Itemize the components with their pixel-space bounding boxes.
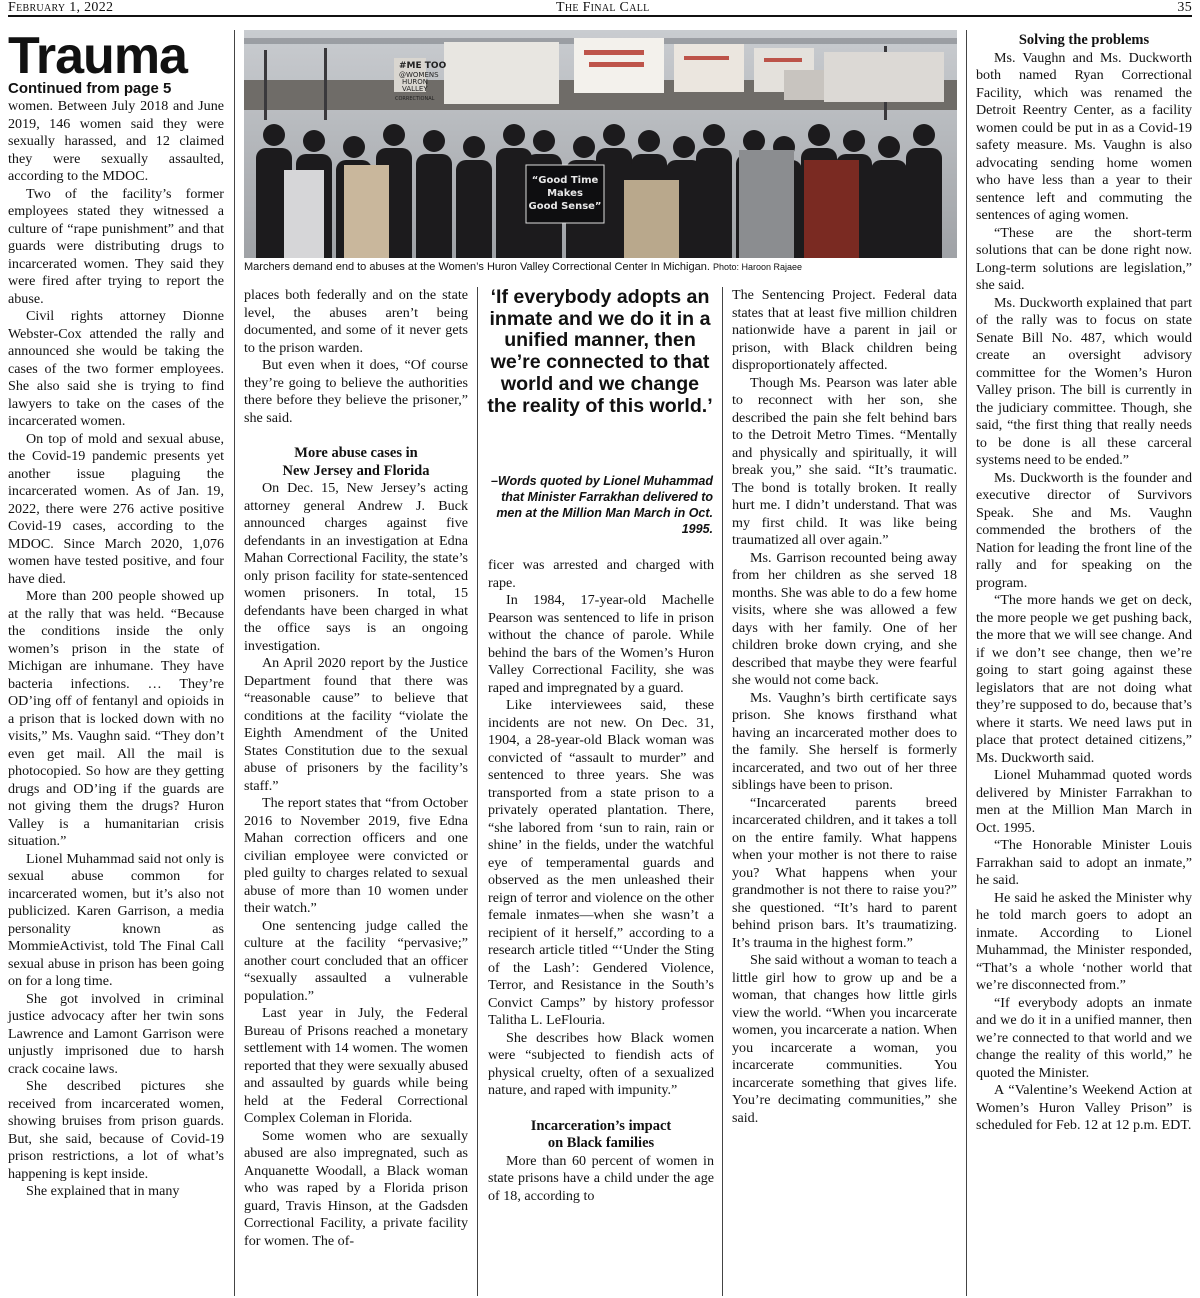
marcher-head [638, 130, 660, 152]
marcher-body [906, 148, 942, 258]
marcher-head [503, 124, 525, 146]
sign-me-too-line1: #ME TOO [399, 61, 447, 71]
paragraph: ficer was arrested and charged with rape. [488, 557, 714, 591]
marcher-head [603, 124, 625, 146]
subhead-nj-florida-line2: New Jersey and Florida [282, 462, 430, 479]
page-number: 35 [1177, 0, 1192, 15]
column-2-top-paragraphs [244, 287, 468, 427]
rally-photo [244, 30, 957, 258]
paragraph: Ms. Duckworth is the founder and executive director of Survivors Speak. She and Ms. Vaughn commended the brothers of the Nation for leading the front line of the rally and for speaking on the program. [976, 469, 1192, 591]
continued-from-label: Continued from page 5 [8, 80, 172, 97]
paragraph: “These are the short-term solutions that can be done right now. Long-term solutions are legislation,” she said. [976, 224, 1192, 293]
paragraph: On top of mold and sexual abuse, the Covid-19 pandemic presents yet another issue plaguing the incarcerated women. As of Jan. 19, 2022, there were 276 active positive Covid-19 cases, according to the MDOC. Since March 2020, 1,076 women have tested positive, and four have died. [8, 430, 224, 587]
marcher-head [913, 124, 935, 146]
marcher-body [871, 160, 907, 258]
paragraph: A “Valentine’s Weekend Action at Women’s Huron Valley Prison” is scheduled for Feb. 12 at 12 p.m. EDT. [976, 1082, 1192, 1133]
paragraph: One sentencing judge called the culture at the facility “pervasive;” another court concluded that an officer “sexually assaulted a vulnerable population.” [244, 917, 468, 1004]
subhead-solving-problems: Solving the problems [1018, 32, 1150, 48]
photo-credit: Photo: Haroon Rajaee [712, 262, 803, 272]
paragraph: Two of the facility’s former employees stated they witnessed a culture of “rape punishment” and that guards were distributing drugs to incarcerated women. They said they were fired after trying to report the abuse. [8, 185, 224, 307]
good-time-sign [526, 165, 604, 223]
marcher-head [573, 136, 595, 158]
paragraph: More than 60 percent of women in state prisons have a child under the age of 18, according to [488, 1152, 714, 1204]
subhead-black-families [488, 1118, 714, 1153]
issue-date: February 1, 2022 [8, 0, 114, 15]
headline: Trauma [8, 27, 187, 85]
sign-good-time-line1: “Good Time [531, 175, 599, 186]
paragraph: She got involved in criminal justice advocacy after her twin sons Lawrence and Lamont Garrison were unjustly imprisoned due to harsh crack cocaine laws. [8, 990, 224, 1077]
pull-quote-attribution: –Words quoted by Lionel Muhammad that Minister Farrakhan delivered to men at the Million Man March in Oct. 1995. [490, 474, 713, 536]
sign-me-too-line4: VALLEY [402, 85, 428, 93]
marcher-head [263, 124, 285, 146]
article-column-1 [8, 27, 224, 1201]
page-header [8, 0, 1192, 17]
paragraph: “The Honorable Minister Louis Farrakhan said to adopt an inmate,” he said. [976, 837, 1192, 888]
column-divider [722, 287, 723, 1296]
column-divider [966, 30, 967, 1296]
paragraph: Civil rights attorney Dionne Webster-Cox attended the rally and announced she would be taking the cases of the two former employees. She also said she is trying to find lawyers to take on the cases of the incarcerated women. [8, 308, 224, 429]
photo-caption [244, 260, 957, 274]
paragraph: Ms. Vaughn’s birth certificate says prison. She knows firsthand what having an incarcerated mother does to the family. She herself is formerly incarcerated, and two out of her three siblings have been to prison. [732, 689, 957, 793]
subhead-black-families-line2: on Black families [547, 1135, 655, 1151]
paragraph: women. Between July 2018 and June 2019, 146 women said they were sexually harassed, and 12 claimed they were sexually assaulted, according to the MDOC. [8, 98, 224, 184]
article-column-4 [732, 287, 957, 1127]
paragraph: Ms. Vaughn and Ms. Duckworth both named Ryan Correctional Facility, which was renamed the Detroit Reentry Center, as a facility women could be put in as a Covid-19 safety measure. Ms. Vaughn is also advocating sending home women who have less than a year to their sentence left and commuting the sentences of aging women. [976, 49, 1192, 223]
column-2-bottom-paragraphs [244, 480, 468, 1250]
paragraph: An April 2020 report by the Justice Department found that there was “reasonable cause” to believe that conditions at the facility “violate the Eighth Amendment of the United States Constitution due to the sexual abuse of prisoners by the facility’s staff.” [244, 655, 468, 794]
paragraph: She explained that in many [26, 1183, 180, 1199]
sign-me-too-line5: CORRECTIONAL [395, 96, 435, 102]
marcher-head [383, 124, 405, 146]
paragraph: Like interviewees said, these incidents are not new. On Dec. 31, 1904, a 28-year-old Black woman was convicted of “assault to murder” and sentenced to three years. She was transported from a state prison to a privately operated plantation. There, “she labored from ‘sun to rain, rain or shine’ in the fields, under the watchful eye of temperamental guards and observed as the men unleashed their reign of terror and violence on the other female inmates—when she wasn’t a recipient of it herself,” according to a research article titled “‘Under the Sting of the Lash’: Gendered Violence, Terror, and Resistance in the South’s Convict Camps” by history professor Talitha L. LeFlouria. [488, 697, 714, 1028]
paragraph: Ms. Duckworth explained that part of the rally was to focus on state Senate Bill No. 487, which would create an oversight advisory committee for the Women’s Huron Valley prison. The bill is currently in the judiciary committee. Though, she said, “the first thing that really needs to be done is all these carceral systems need to be ended.” [976, 294, 1192, 468]
paragraph: The Sentencing Project. Federal data states that at least five million children nationwide have a parent in jail or prison, with Black children being disproportionately affected. [732, 287, 957, 373]
newspaper-name: The Final Call [556, 0, 650, 15]
column-5-paragraphs [976, 50, 1192, 1135]
caption-text: Marchers demand end to abuses at the Women’s Huron Valley Correctional Center In Michigan. [244, 261, 710, 273]
paragraph: She said without a woman to teach a little girl how to grow up and be a woman, that changes how little girls view the world. “When you incarcerate women, you incarcerate a nation. When you incarcerate a woman, you incarcerate communities. You incarcerate something that gives life. You’re decimating communities,” she said. [732, 952, 957, 1126]
marcher-head [808, 124, 830, 146]
paragraph: She describes how Black women were “subjected to fiendish acts of physical cruelty, often of a sexualized nature, and raped with impunity.” [488, 1029, 714, 1098]
marcher-head [343, 136, 365, 158]
sign-me-too-line2: @WOMENS [399, 71, 439, 79]
marcher-head [463, 136, 485, 158]
article-column-3 [488, 557, 714, 1205]
paragraph: Ms. Garrison recounted being away from her children as she served 18 months. She was able to do a few home visits, where she was allowed a few days with her family. One of her children broke down crying, and she described that maybe they were fearful she would not come back. [732, 549, 957, 688]
sign-good-time-line2: Makes [547, 188, 583, 199]
marcher-head [703, 124, 725, 146]
subhead-nj-florida [244, 445, 468, 480]
paragraph: Lionel Muhammad quoted words delivered by Minister Farrakhan to men at the Million Man March in Oct. 1995. [976, 767, 1192, 836]
paragraph: In 1984, 17-year-old Machelle Pearson was sentenced to life in prison without the chance of parole. While behind the bars of the Women’s Huron Valley Correctional Facility, she was raped and impregnated by a guard. [488, 592, 714, 696]
column-3-bottom-paragraphs [488, 1153, 714, 1206]
paragraph: More than 200 people showed up at the rally that was held. “Because the conditions inside the only women’s prison in the state of Michigan are inhumane. They have bacteria infections. … They’re OD’ing off of fentanyl and opioids in a prison that is locked down with no visits,” Ms. Vaughn said. “They don’t even get mail. All the mail is photocopied. So how are they getting drugs and OD’ing if the guards are not giving them the drugs? Huron Valley is a humanitarian crisis situation.” [8, 588, 224, 849]
marcher-head [843, 130, 865, 152]
subhead-nj-florida-line1: More abuse cases in [294, 445, 418, 461]
marcher-body [416, 154, 452, 258]
sign-good-time-line3: Good Sense” [528, 201, 602, 212]
paragraph: Lionel Muhammad said not only is sexual abuse common for incarcerated women, but it’s also not publicized. Karen Garrison, a media personality known as MommieActivist, told The Final Call sexual abuse in prison has been going on for a long time. [8, 850, 224, 989]
pull-quote: ‘If everybody adopts an inmate and we do it in a unified manner, then we’re connected to that world and we change the reality of this world.’ [487, 286, 713, 417]
sign-me-too-line3: HURON [402, 78, 428, 86]
column-divider [477, 287, 478, 1296]
marcher-body [696, 148, 732, 258]
marcher-head [673, 136, 695, 158]
paragraph: Though Ms. Pearson was later able to reconnect with her son, she described the pain she felt behind bars to the Detroit Metro Times. “Mentally and physically and spiritually, it will break you,” she said. “It’s traumatic. The bond is totally broken. It really hurt me. I didn’t understand. That was my first child. It was like being traumatized all over again.” [732, 374, 957, 548]
marcher-head [533, 130, 555, 152]
subhead-black-families-line1: Incarceration’s impact [530, 1117, 672, 1134]
paragraph: He said he asked the Minister why he told march goers to adopt an inmate. According to Lionel Muhammad, the Minister responded, “That’s a whole ‘nother world that we’re disconnected from.” [976, 889, 1192, 993]
marcher-body [456, 160, 492, 258]
paragraph: “The more hands we get on deck, the more people we get pushing back, the more that we will see change. And if we don’t see change, then we’re going to start going against these legislators that are not doing what they’re supposed to do, because that’s where it starts. We need laws put in place that protect detained citizens,” Ms. Duckworth said. [976, 592, 1192, 766]
marcher-head [743, 130, 765, 152]
column-3-top-paragraphs [488, 557, 714, 1100]
article-column-2 [244, 287, 468, 1250]
marcher-head [303, 130, 325, 152]
paragraph: But even when it does, “Of course they’re going to believe the authorities there before they believe the prisoner,” she said. [244, 357, 468, 426]
paragraph: The report states that “from October 2016 to November 2019, five Edna Mahan correction officers and one civilian employee were convicted or pled guilty to charges related to sexual abuse of more than 10 women under their watch.” [244, 795, 468, 916]
paragraph: “Incarcerated parents breed incarcerated children, and it takes a toll on the entire family. What happens when your mother is not there to raise you? What happens when your grandmother is not there to raise you?” she questioned. “It’s hard to parent behind prison bars. It’s traumatizing. It’s trauma in the highest form.” [732, 794, 957, 951]
column-1-paragraphs [8, 98, 224, 1201]
marcher-head [878, 136, 900, 158]
paragraph: “If everybody adopts an inmate and we do it in a unified manner, then we’re connected to that world and we change the reality of this world,” he quoted the Minister. [976, 994, 1192, 1081]
paragraph: She described pictures she received from incarcerated women, showing bruises from prison guards. But, she said, because of Covid-19 prison restrictions, a lot of what’s happening is kept inside. [8, 1078, 224, 1182]
column-divider [234, 30, 235, 1296]
paragraph: Last year in July, the Federal Bureau of Prisons reached a monetary settlement with 14 women. The women reported that they were sexually abused and assaulted by guards while being held at the Federal Correctional Complex Coleman in Florida. [244, 1005, 468, 1126]
marcher-head [423, 130, 445, 152]
article-column-5 [976, 32, 1192, 1135]
paragraph: Some women who are sexually abused are also impregnated, such as Anquanette Woodall, a Black woman who was raped by a Florida prison guard, Travis Hinson, at the Gadsden Correctional Facility, a private facility for women. The of- [244, 1127, 468, 1249]
paragraph: places both federally and on the state level, the abuses aren’t being documented, and some of it never gets to the prison warden. [244, 287, 468, 356]
paragraph: On Dec. 15, New Jersey’s acting attorney general Andrew J. Buck announced charges against five defendants in an investigation at Edna Mahan Correctional Facility, the state’s only prison facility for state-sentenced women prisoners. In total, 15 defendants have been charged in what the office says is an ongoing investigation. [244, 480, 468, 654]
